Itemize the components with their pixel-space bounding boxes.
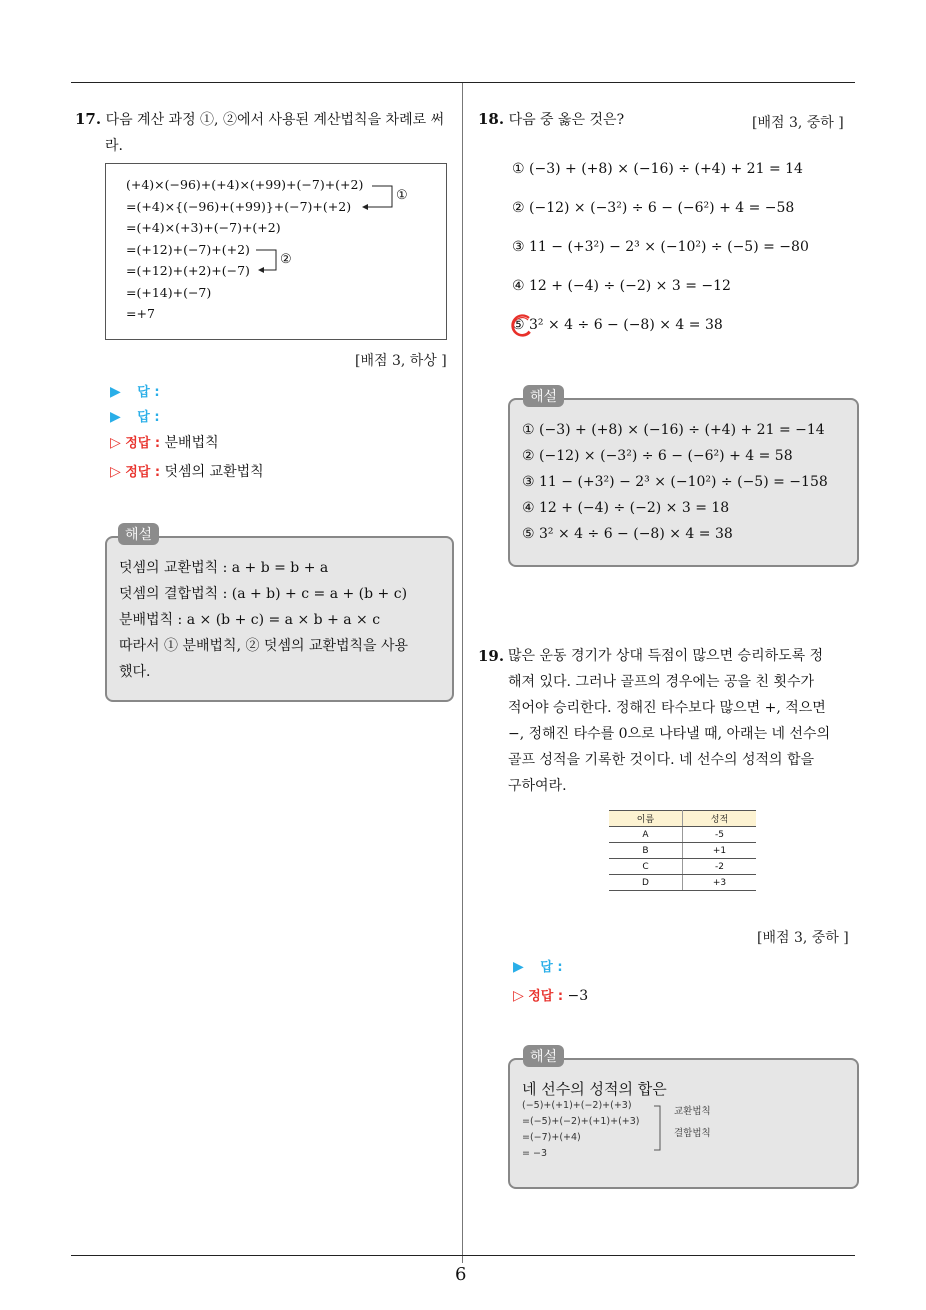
q17-block — [75, 106, 455, 159]
q18-question — [478, 106, 624, 133]
bottom-rule — [71, 1255, 855, 1256]
q19-solution-title: 네 선수의 성적의 합은 — [522, 1080, 667, 1098]
solution-line: ① (−3) + (+8) × (−16) ÷ (+4) + 21 = −14 — [522, 422, 825, 438]
q17-solution-tag: 해설 — [118, 523, 159, 545]
calc-line: (+4)×(−96)+(+4)×(+99)+(−7)+(+2) — [126, 177, 364, 192]
answer-label: 답 : — [540, 960, 563, 975]
table-cell: C — [609, 859, 683, 875]
q19-text-line: −, 정해진 타수를 0으로 나타낼 때, 아래는 네 선수의 — [508, 726, 831, 742]
answer-label: 답 : — [137, 385, 160, 400]
q17-bracket-arrows — [106, 164, 446, 339]
q17-correct-row-2 — [110, 461, 264, 481]
solution-line: =(−5)+(−2)+(+1)+(+3) — [522, 1116, 640, 1127]
solution-line: 따라서 ① 분배법칙, ② 덧셈의 교환법칙을 사용 — [119, 638, 409, 654]
q19-solution-tag: 해설 — [523, 1045, 564, 1067]
q19-note-1: 교환법칙 — [674, 1106, 711, 1117]
table-row — [609, 859, 756, 875]
top-rule — [71, 82, 855, 83]
correct-label: 정답 : — [528, 989, 564, 1004]
column-divider — [462, 83, 463, 1263]
table-row — [609, 843, 756, 859]
outline-triangle-icon: ▷ — [513, 988, 524, 1004]
calc-line: =+7 — [126, 306, 155, 321]
q18-question-text: 다음 중 옳은 것은? — [508, 112, 625, 128]
table-cell: +3 — [683, 875, 757, 891]
table-header: 성적 — [683, 811, 757, 827]
q19-correct: −3 — [567, 988, 589, 1004]
q19-text-line: 구하여라. — [508, 778, 567, 794]
outline-triangle-icon: ▷ — [110, 435, 121, 451]
calc-line: =(+4)×{(−96)+(+99)}+(−7)+(+2) — [126, 198, 352, 214]
q19-number: 19. — [478, 647, 505, 665]
q18-option-2[interactable]: ② (−12) × (−3²) ÷ 6 − (−6²) + 4 = −58 — [512, 200, 795, 216]
q17-answer-row-1 — [110, 381, 160, 400]
solution-line: ⑤ 3² × 4 ÷ 6 − (−8) × 4 = 38 — [522, 526, 733, 542]
q19-note-2: 결합법칙 — [674, 1128, 711, 1139]
q18-option-4[interactable]: ④ 12 + (−4) ÷ (−2) × 3 = −12 — [512, 278, 731, 294]
q19-text-line: 골프 성적을 기록한 것이다. 네 선수의 성적의 합을 — [508, 752, 815, 768]
q17-answer-row-2 — [110, 406, 160, 425]
q19-score: [배점 3, 중하 ] — [757, 930, 849, 946]
play-triangle-icon: ▶ — [110, 409, 121, 425]
calc-line: =(+12)+(+2)+(−7) — [126, 263, 250, 278]
play-triangle-icon: ▶ — [513, 959, 524, 975]
table-header-row — [609, 811, 756, 827]
calc-line: =(+12)+(−7)+(+2) — [126, 241, 250, 257]
table-header: 이름 — [609, 811, 683, 827]
selected-circle-icon — [508, 312, 534, 340]
table-row — [609, 827, 756, 843]
q19-score-table — [609, 810, 756, 891]
q19-answer-row — [513, 956, 563, 975]
calc-line: =(+4)×(+3)+(−7)+(+2) — [126, 220, 281, 235]
q17-correct-row-1 — [110, 432, 219, 452]
q18-solution-box — [508, 398, 859, 567]
q17-number: 17. — [75, 110, 102, 128]
q18-option-5[interactable]: ⑤ 3² × 4 ÷ 6 − (−8) × 4 = 38 — [512, 317, 723, 333]
solution-line: = −3 — [522, 1148, 547, 1159]
q17-score: [배점 3, 하상 ] — [355, 353, 447, 369]
table-row — [609, 875, 756, 891]
table-cell: -2 — [683, 859, 757, 875]
q19-solution-box — [508, 1058, 859, 1189]
q17-correct-1: 분배법칙 — [164, 435, 219, 451]
table-cell: +1 — [683, 843, 757, 859]
calc-line: =(+14)+(−7) — [126, 284, 212, 300]
q17-solution-body — [119, 555, 449, 685]
table-cell: -5 — [683, 827, 757, 843]
solution-line: ② (−12) × (−3²) ÷ 6 − (−6²) + 4 = 58 — [522, 448, 793, 464]
solution-line: ③ 11 − (+3²) − 2³ × (−10²) ÷ (−5) = −158 — [522, 474, 828, 490]
q19-solution-small — [522, 1098, 640, 1162]
solution-line: 덧셈의 결합법칙 : (a + b) + c = a + (b + c) — [119, 586, 408, 602]
q19-bracket — [650, 1104, 670, 1154]
q17-question-text: 다음 계산 과정 ①, ②에서 사용된 계산법칙을 차례로 써라. — [105, 112, 445, 154]
correct-label: 정답 : — [125, 465, 161, 480]
answer-label: 답 : — [137, 410, 160, 425]
solution-line: 했다. — [119, 664, 151, 680]
play-triangle-icon: ▶ — [110, 384, 121, 400]
solution-line: =(−7)+(+4) — [522, 1132, 581, 1143]
outline-triangle-icon: ▷ — [110, 464, 121, 480]
correct-label: 정답 : — [125, 436, 161, 451]
page-number: 6 — [455, 1264, 467, 1285]
solution-line: 분배법칙 : a × (b + c) = a × b + a × c — [119, 612, 381, 628]
table-cell: D — [609, 875, 683, 891]
table-cell: A — [609, 827, 683, 843]
q18-option-3[interactable]: ③ 11 − (+3²) − 2³ × (−10²) ÷ (−5) = −80 — [512, 239, 809, 255]
q17-correct-2: 덧셈의 교환법칙 — [164, 464, 264, 480]
q19-block — [478, 643, 858, 799]
q19-text-line: 해져 있다. 그러나 골프의 경우에는 공을 친 횟수가 — [508, 674, 815, 690]
q18-number: 18. — [478, 110, 505, 128]
q18-solution-body — [522, 417, 852, 547]
q18-option-1[interactable]: ① (−3) + (+8) × (−16) ÷ (+4) + 21 = 14 — [512, 161, 803, 177]
q17-mark-1: ① — [396, 188, 408, 203]
q17-solution-box — [105, 536, 454, 702]
solution-line: 덧셈의 교환법칙 : a + b = b + a — [119, 560, 329, 576]
q18-score: [배점 3, 중하 ] — [752, 115, 844, 131]
solution-line: (−5)+(+1)+(−2)+(+3) — [522, 1100, 632, 1111]
q18-solution-tag: 해설 — [523, 385, 564, 407]
q19-correct-row — [513, 985, 588, 1004]
q19-text-line: 적어야 승리한다. 정해진 타수보다 많으면 +, 적으면 — [508, 700, 826, 716]
q17-calc-box — [105, 163, 447, 340]
solution-line: ④ 12 + (−4) ÷ (−2) × 3 = 18 — [522, 500, 730, 516]
q17-mark-2: ② — [280, 252, 292, 267]
q19-text-line: 많은 운동 경기가 상대 득점이 많으면 승리하도록 정 — [508, 648, 824, 664]
table-cell: B — [609, 843, 683, 859]
